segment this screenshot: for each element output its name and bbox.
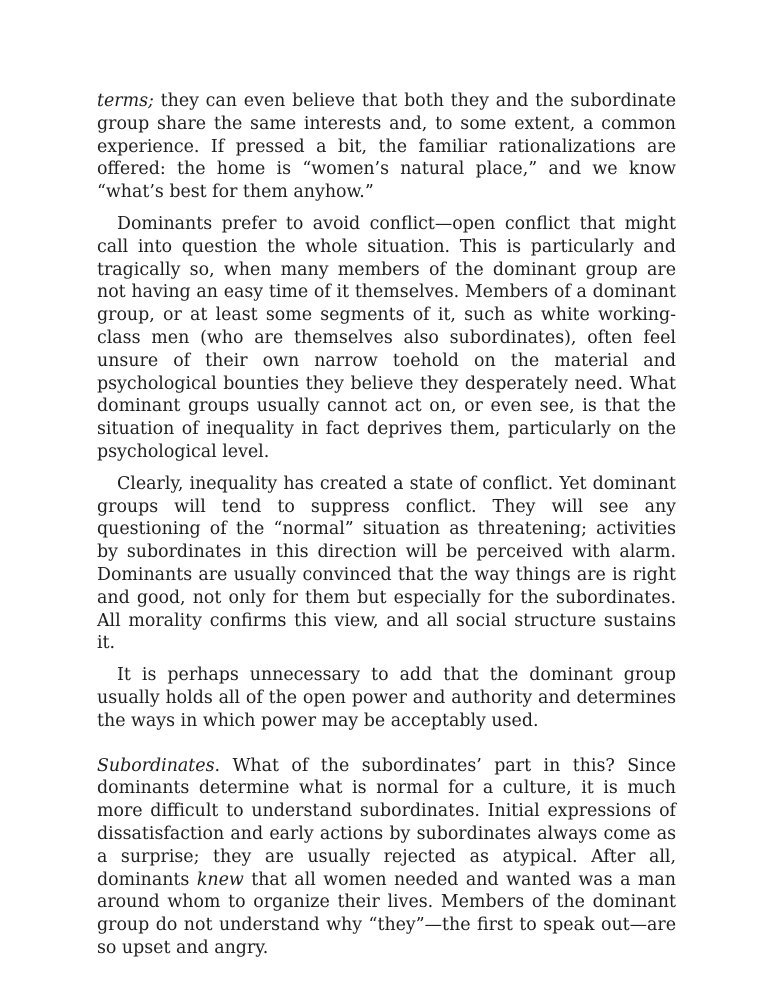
paragraph-text: that all women needed and wanted was a man around whom to organize their lives. Members of the dominant group do not understand why “they”—the first to speak out—are so upset and angry. [97,869,676,958]
italic-emphasis: knew [196,869,244,890]
paragraph-text: Clearly, inequality has created a state of conflict. Yet dominant groups will tend to suppress conflict. They will see any questioning of the “normal” situation as threatening; activities by subordinates in this direction will be perceived with alarm. Dominants are usually convinced that the way things are is right and good, not only for them but especially for the subordinates. All morality confirms this view, and all social structure sustains it. [97,473,676,654]
paragraph-inequality [97,473,676,655]
paragraph-text: they can even believe that both they and the subordinate group share the same interests and, to some extent, a common experience. If pressed a bit, the familiar rationalizations are offered: the home is “women’s natural place,” and we know “what’s best for them anyhow.” [97,91,676,203]
italic-lead-word: terms; [97,91,154,111]
page-body [97,90,676,960]
paragraph-text: Dominants prefer to avoid conflict—open conflict that might call into question the whole situation. This is particularly and tragically so, when many members of the dominant group are not having an easy time of it themselves. Members of a dominant group, or at least some segments of it, such as white working-class men (who are themselves also subordinates), often feel unsure of their own narrow toehold on the material and psychological bounties they believe they desperately need. What dominant groups usually cannot act on, or even see, is that the situation of inequality in fact deprives them, particularly on the psychological level. [97,213,676,462]
paragraph-text: It is perhaps unnecessary to add that the dominant group usually holds all of the open power and authority and determines the ways in which power may be acceptably used. [97,665,676,731]
section-heading: Subordinates [97,755,215,776]
paragraph-dominants-conflict [97,213,676,464]
paragraph-subordinates [97,755,676,960]
paragraph-continuation [97,90,676,204]
paragraph-power [97,664,676,732]
paragraph-text: . What of the subordinates’ part in this? Since dominants determine what is normal for a culture, it is much more difficult to understand subordinates. Initial expressions of dissatisfaction and early actions by subordinates always come as a surprise; they are usually rejected as atypical. After all, dominants [97,755,676,890]
